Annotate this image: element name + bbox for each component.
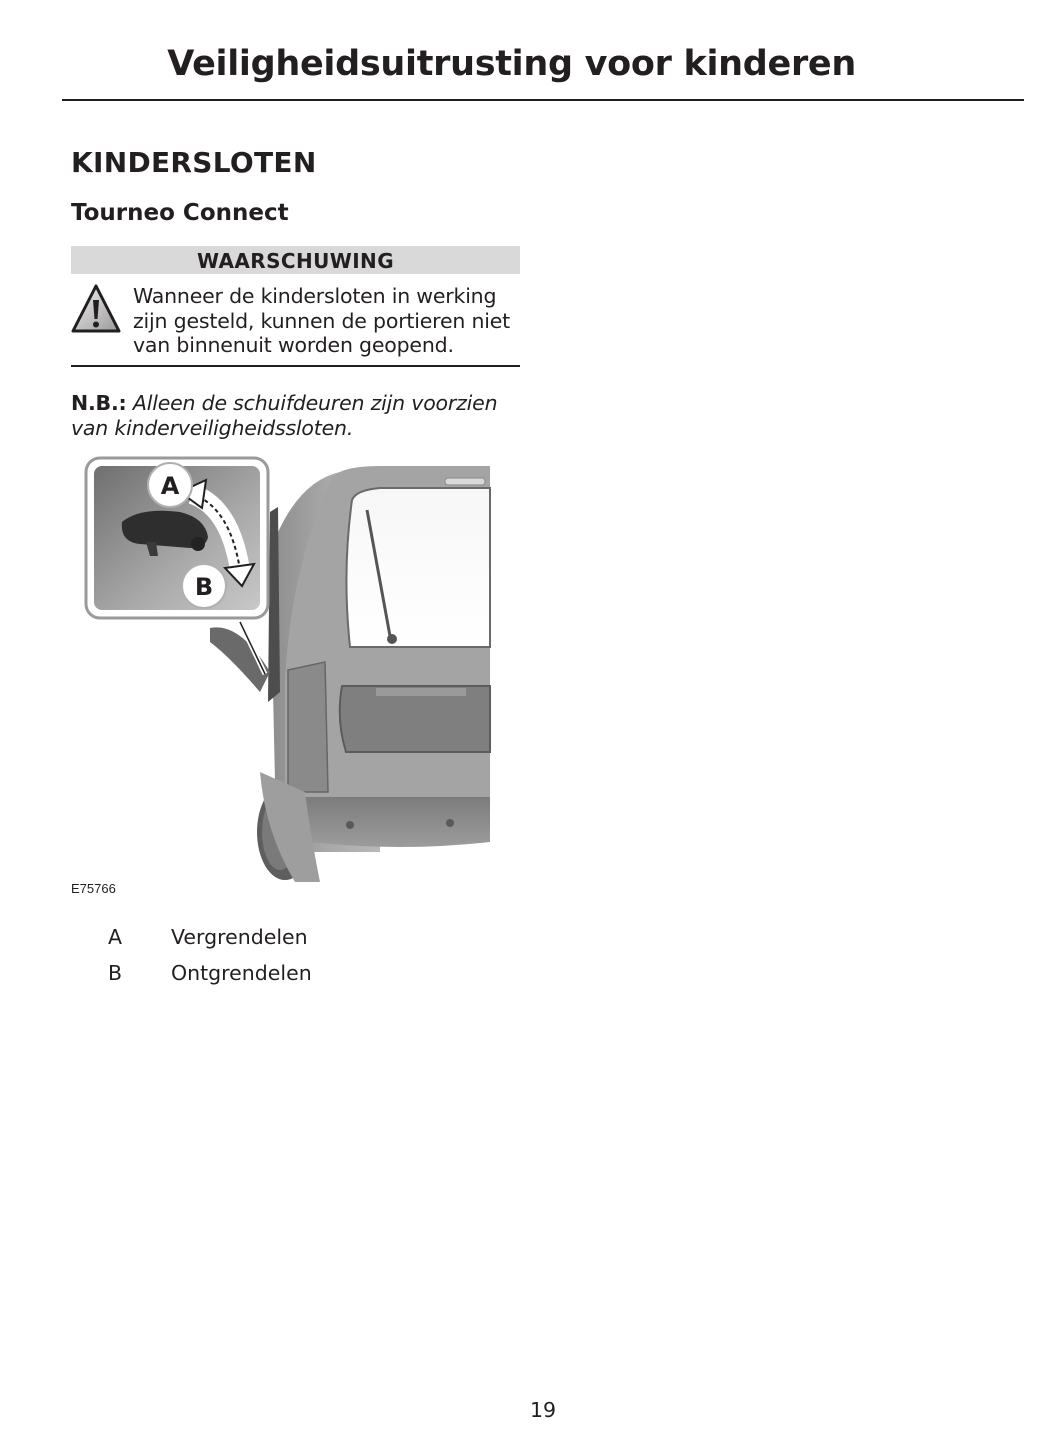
callout-a <box>148 463 192 507</box>
callout-b-label: B <box>194 573 214 601</box>
figure-code: E75766 <box>71 881 116 896</box>
callout-b <box>182 564 226 608</box>
warning-triangle-icon <box>71 283 121 335</box>
section-heading: KINDERSLOTEN <box>71 146 317 179</box>
legend-key: A <box>108 925 123 949</box>
page-header-title: Veiligheidsuitrusting voor kinderen <box>167 44 856 84</box>
legend-item <box>108 959 312 995</box>
note-label: N.B.: <box>71 391 127 415</box>
legend-key: B <box>108 961 123 985</box>
child-lock-illustration <box>80 452 500 888</box>
warning-divider <box>71 365 520 367</box>
sub-heading: Tourneo Connect <box>71 200 289 226</box>
warning-label: WAARSCHUWING <box>71 246 520 274</box>
warning-text: Wanneer de kindersloten in werking zijn gesteld, kunnen de portieren niet van binnenuit worden geopend. <box>133 284 511 357</box>
note-paragraph <box>71 391 531 440</box>
callout-a-label: A <box>160 472 180 500</box>
note-text: Alleen de schuifdeuren zijn voorzien van kinderveiligheidssloten. <box>71 391 498 440</box>
legend-item <box>108 923 312 959</box>
legend-label: Vergrendelen <box>171 925 308 949</box>
legend-list <box>108 923 312 995</box>
header-divider <box>62 99 1024 101</box>
page-number: 19 <box>529 1398 557 1422</box>
legend-label: Ontgrendelen <box>171 961 312 985</box>
